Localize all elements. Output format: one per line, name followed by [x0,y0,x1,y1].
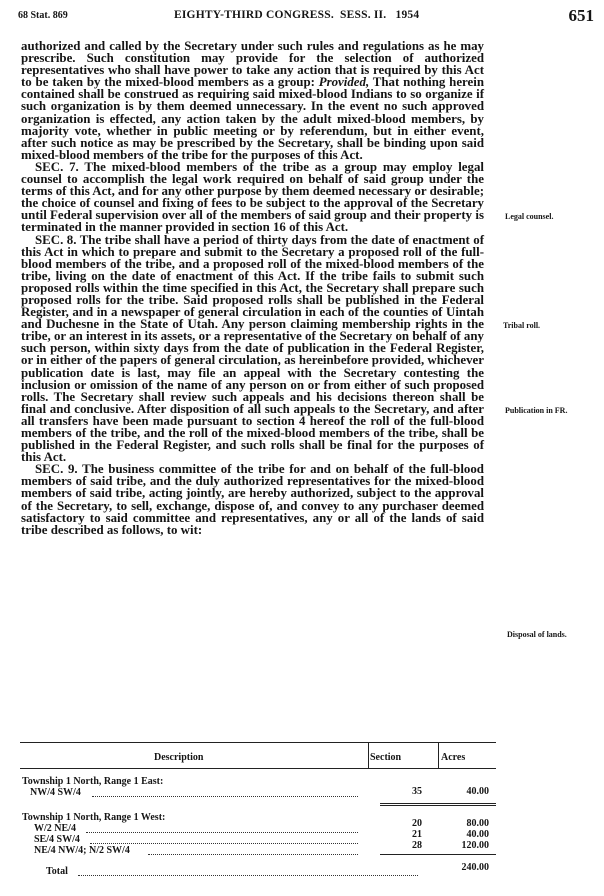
group-title: Township 1 North, Range 1 West: [22,812,166,823]
column-divider [438,742,439,768]
row-acres: 80.00 [466,818,489,829]
page-number: 651 [568,6,594,25]
group-rule [380,805,496,806]
section-8: SEC. 8. The tribe shall have a period of thirty days from the date of enactment of this Act in which to prepare and submit to the Secretary a proposed roll of the full-blood members of the tribe, and a proposed roll of the mixed-blood members of the tribe, living on the date of enactment of this Act. If the tribe fails to submit such proposed rolls within the time specified in this Act, the Secretary shall prepare such proposed rolls for the tribe. Said proposed rolls shall be published in the Federal Register, and in a newspaper of general circulation in each of the counties of Uintah and Duchesne in the State of Utah. Any person claiming membership rights in the tribe, or an interest in its assets, or a representative of the Secretary on behalf of any such person, within sixty days from the date of publication in the Federal Register, or in either of the papers of general circulation, as hereinbefore provided, whichever publication date is last, may file an appeal with the Secretary contesting the inclusion or omission of the name of any person on or from either of such proposed rolls. The Secretary shall review such appeals and his decisions thereon shall be final and conclusive. After disposition of all such appeals to the Secretary, and after all transfers have been made pursuant to section 4 hereof the roll of the full-blood members of the tribe, and the roll of the mixed-blood members of the tribe, shall be published in the Federal Register, and such rolls shall be final for the purposes of this Act. [21,232,484,465]
total-label: Total [46,866,68,877]
column-divider [368,742,369,768]
running-title: EIGHTY-THIRD CONGRESS. SESS. II. 1954 [174,9,420,21]
leader-dots [148,854,358,855]
row-acres: 40.00 [466,829,489,840]
row-description: NE/4 NW/4; N/2 SW/4 [34,845,130,856]
leader-dots [86,832,358,833]
total-acres: 240.00 [461,862,489,873]
page-header [18,6,596,28]
section-9: SEC. 9. The business committee of the tribe for and on behalf of the full-blood members of said tribe, and the duly authorized representatives for the mixed-blood members of said tribe, acting jointly, are hereby authorized, subject to the approval of the Secretary, to sell, exchange, dispose of, and convey to any purchaser deemed satisfactory to said committee and representatives, any or all of the lands of said tribe described as follows, to wit: [21,462,484,537]
section-7: SEC. 7. The mixed-blood members of the tribe as a group may employ legal counsel to accomplish the legal work required on behalf of said group under the terms of this Act, and for any other purpose by them deemed necessary or desirable; the choice of counsel and fixing of fees to be subject to the approval of the Secretary until Federal supervision over all of the members of said group and their property is terminated in the manner provided in section 16 of this Act. [21,159,484,235]
statute-reference: 68 Stat. 869 [18,10,68,21]
header-section: Section [370,752,402,763]
leader-dots [90,843,358,844]
body-text [21,40,484,536]
margin-note-tribal-roll: Tribal roll. [503,321,541,330]
table-top-rule [20,742,496,743]
row-description: NW/4 SW/4 [30,787,81,798]
header-description: Description [154,752,204,763]
margin-note-disposal: Disposal of lands. [507,630,567,639]
margin-note-publication: Publication in FR. [505,406,568,415]
row-description: W/2 NE/4 [34,823,76,834]
row-acres: 40.00 [466,786,489,797]
header-acres: Acres [441,752,466,763]
margin-note-legal-counsel: Legal counsel. [505,212,554,221]
group-rule [380,803,496,804]
paragraph-continuation: authorized and called by the Secretary under such rules and regulations as he may prescribe. Such constitution may provide for the selection of authorized representatives who shall have power to take any action that is required by this Act to be taken by the mixed-blood members as a group: Provided, That nothing herein contained shall be construed as requiring said mixed-blood Indians to so organize if such organization is by them deemed unnecessary. In the event no such approved organization is effected, any action taken by the adult mixed-blood members, by majority vote, whether in public meeting or by referendum, but in either event, after such notice as may be prescribed by the Secretary, shall be binding upon said mixed-blood members of the tribe for the purposes of this Act. [21,39,485,162]
row-section: 28 [412,840,422,851]
row-section: 21 [412,829,422,840]
row-acres: 120.00 [461,840,489,851]
table-header-rule [20,768,496,769]
leader-dots [92,796,358,797]
sum-rule [380,854,496,855]
row-description: SE/4 SW/4 [34,834,80,845]
group-title: Township 1 North, Range 1 East: [22,776,164,787]
row-section: 35 [412,786,422,797]
leader-dots [78,875,418,876]
row-section: 20 [412,818,422,829]
